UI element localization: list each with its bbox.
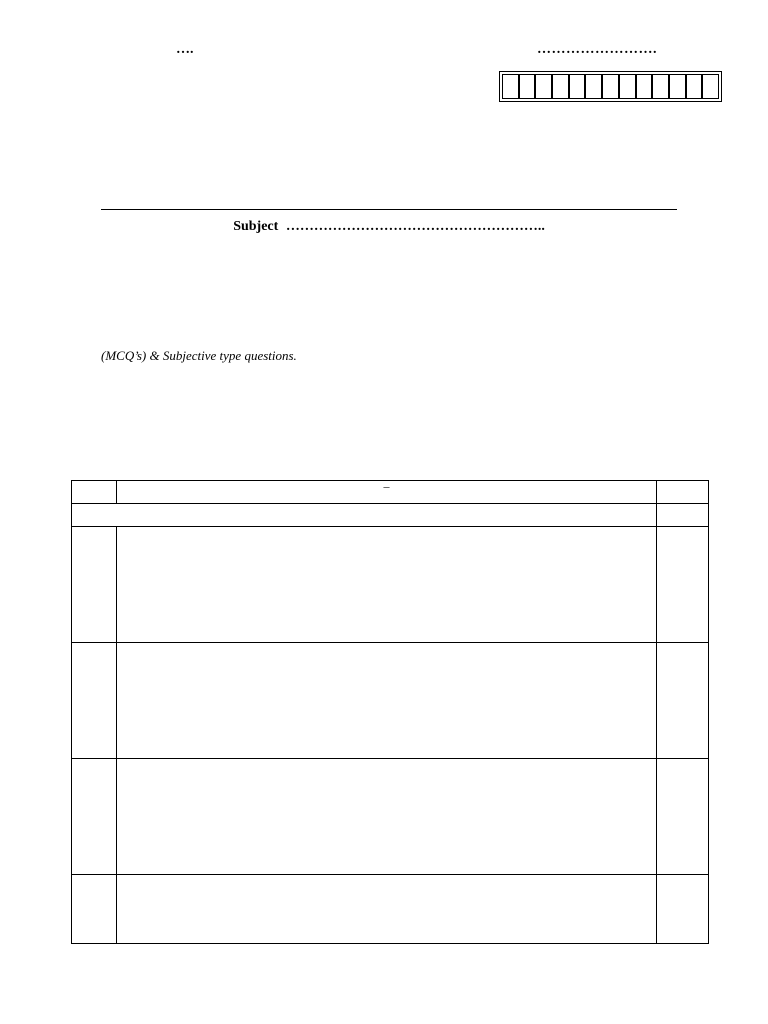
table-row [72,759,709,875]
header-question-cell [117,481,657,504]
section-cell [72,504,657,527]
header-dots-left: …. [176,42,194,57]
roll-number-cell[interactable] [502,74,519,99]
roll-number-cell[interactable] [535,74,552,99]
header-dots-right: ……………………. [537,42,657,57]
table-row [72,875,709,944]
table-row [72,527,709,643]
roll-number-cell[interactable] [619,74,636,99]
question-marks-cell[interactable] [657,527,709,643]
question-number-cell [72,875,117,944]
header-number-cell [72,481,117,504]
subject-line [0,219,768,235]
roll-number-cell[interactable] [652,74,669,99]
title-rule [101,209,677,210]
roll-number-cell[interactable] [602,74,619,99]
roll-number-cell[interactable] [686,74,703,99]
question-body-cell[interactable] [117,527,657,643]
question-body-cell[interactable] [117,643,657,759]
question-body-cell[interactable] [117,759,657,875]
roll-number-cell[interactable] [585,74,602,99]
table-row [72,643,709,759]
instructions-text: (MCQ’s) & Subjective type questions. [101,348,297,363]
question-number-cell [72,527,117,643]
question-marks-cell[interactable] [657,643,709,759]
question-body-cell[interactable] [117,875,657,944]
question-marks-cell[interactable] [657,759,709,875]
roll-number-box[interactable] [499,71,722,102]
table-section-row [72,504,709,527]
roll-number-cell[interactable] [669,74,686,99]
header-marks-cell [657,481,709,504]
question-table [71,480,709,944]
roll-number-cell[interactable] [519,74,536,99]
section-marks-cell [657,504,709,527]
roll-number-cell[interactable] [636,74,653,99]
roll-number-cell[interactable] [552,74,569,99]
question-number-cell [72,759,117,875]
roll-number-cell[interactable] [702,74,719,99]
question-marks-cell[interactable] [657,875,709,944]
roll-number-cell[interactable] [569,74,586,99]
table-header-row [72,481,709,504]
subject-label: Subject [233,219,279,234]
question-number-cell [72,643,117,759]
subject-blank[interactable]: ……………………………………………….. [285,219,545,234]
header-dash: – [383,479,390,493]
